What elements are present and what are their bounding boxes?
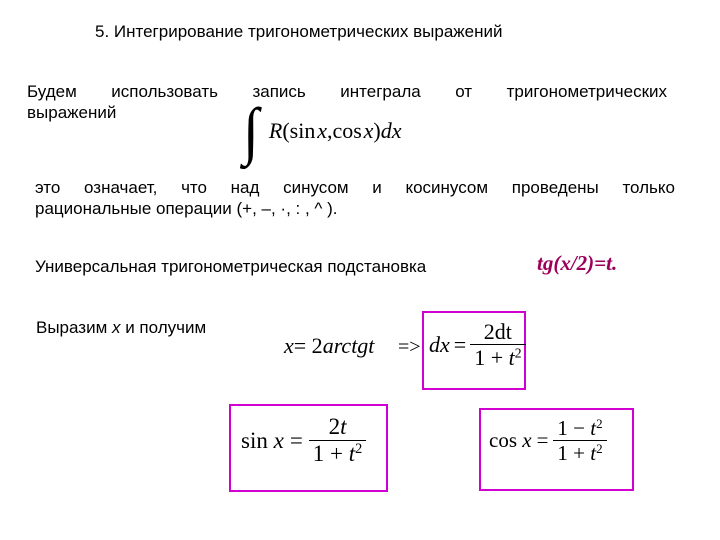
integrand: R(sin x,cos x)dx xyxy=(268,118,402,143)
cos-fraction: $\frac{1 - t^2}{1 + t^2}$ xyxy=(553,416,606,465)
substitution-formula: tg(x/2)=t. xyxy=(537,251,618,275)
implies-arrow: => xyxy=(398,336,421,358)
dx-fraction: $\frac{2dt}{1 + t^2}$ xyxy=(470,319,525,371)
intro-word: запись xyxy=(252,82,306,101)
meaning-word: только xyxy=(622,178,675,197)
meaning-paragraph xyxy=(35,177,675,219)
intro-word: использовать xyxy=(111,82,218,101)
meaning-word: это xyxy=(35,178,61,197)
x-formula: x = 2 arctgt xyxy=(284,333,375,358)
cos-formula-box xyxy=(479,408,634,491)
express-x-text: Выразим x и получим xyxy=(36,318,207,337)
meaning-word: и xyxy=(372,178,382,197)
meaning-line-2: рациональные операции (+, –, ·, : , ^ ). xyxy=(35,199,338,218)
meaning-word: косинусом xyxy=(405,178,489,197)
dx-formula: dx = $\frac{2dt}{1 + t^2}$ xyxy=(429,319,526,371)
intro-line-2: выражений xyxy=(27,103,117,122)
meaning-line-1 xyxy=(35,177,675,198)
meaning-word: над xyxy=(230,178,260,197)
sin-formula: sin x = $\frac{2t}{1 + t^2}$ xyxy=(241,414,366,468)
integral-sign: ∫ xyxy=(243,94,259,167)
meaning-word: означает, xyxy=(84,178,158,197)
meaning-word: что xyxy=(181,178,207,197)
sin-formula-box xyxy=(229,404,388,492)
substitution-label: Универсальная тригонометрическая подстановка xyxy=(35,257,427,276)
intro-word: Будем xyxy=(27,82,77,101)
intro-word: тригонометрических xyxy=(506,82,667,101)
integral-formula xyxy=(243,94,402,167)
slide-title: 5. Интегрирование тригонометрических выражений xyxy=(95,22,503,41)
sin-fraction: $\frac{2t}{1 + t^2}$ xyxy=(309,414,367,468)
intro-word: интеграла xyxy=(340,82,421,101)
meaning-word: синусом xyxy=(283,178,349,197)
dx-formula-box xyxy=(422,311,526,390)
intro-line-1 xyxy=(27,81,667,102)
meaning-word: проведены xyxy=(511,178,599,197)
cos-formula: cos x = $\frac{1 - t^2}{1 + t^2}$ xyxy=(489,416,607,465)
intro-word: от xyxy=(455,82,473,101)
